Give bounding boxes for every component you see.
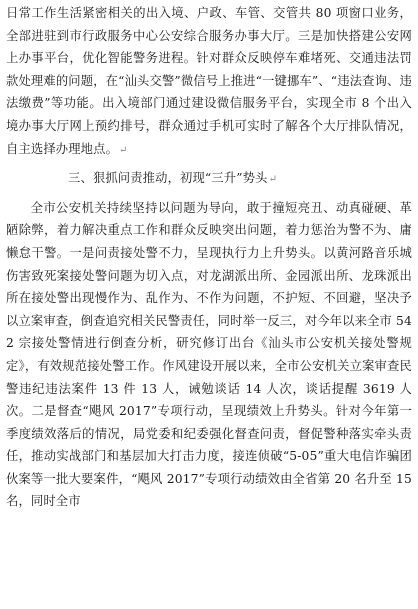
paragraph-mark-icon: ↵ [268, 174, 278, 186]
paragraph-mark-icon: ↵ [119, 144, 128, 156]
section-heading-text: 三、狠抓问责推动，初现“三升”势头 [68, 171, 268, 186]
body-paragraph [6, 2, 412, 162]
section-heading [6, 167, 412, 192]
paragraph-text: 全市公安机关持续坚持以问题为导向，敢于撞短亮丑、动真碰硬、革陋除弊，着力解决重点工作和群众反映突出问题，着力惩治为警不为、庸懒怠干警。一是问责接处警不力，呈现执行力上升势头。以黄河路音乐城伤害致死案接处警问题为切入点，对龙湖派出所、金园派出所、龙珠派出所在接处警出现慢作为、乱作为、不作为问题，不护短、不回避，坚决予以立案审查，倒查追究相关民警责任，同时举一反三，对今年以来全市 542 宗接处警情进行倒查分析，研究修订出台《汕头市公安机关接处警规定》，有效规范接处警工作。作风建设开展以来，全市公安机关立案审查民警违纪违法案件 13 件 13 人，诫勉谈话 14 人次，谈话提醒 3619 人次。二是督查“飓风 2017”专项行动，呈现绩效上升势头。针对今年第一季度绩效落后的情况，局党委和纪委强化督查问责，督促警种落实牵头责任，推动实战部门和基层加大打击力度，接连侦破“5-05”重大电信诈骗团伙案等一批大要案件，“飓风 2017”专项行动绩效由全省第 20 名升至 15 名，同时全市 [6, 200, 412, 509]
body-paragraph [6, 197, 412, 513]
paragraph-text: 日常工作生活紧密相关的出入境、户政、车管、交管共 80 项窗口业务，全部进驻到市行政服务中心公安综合服务办事大厅。三是加快搭建公安网上办事平台，优化智能警务进程。针对群众反映停车难堵死、交通违法罚款处理难的问题，在“汕头交警”微信号上推进“一键挪车”、“违法查询、违法缴费”等功能。出入境部门通过建设微信服务平台，实现全市 8 个出入境办事大厅网上预约排号，群众通过手机可实时了解各个大厅排队情况，自主选择办理地点。 [6, 6, 412, 156]
